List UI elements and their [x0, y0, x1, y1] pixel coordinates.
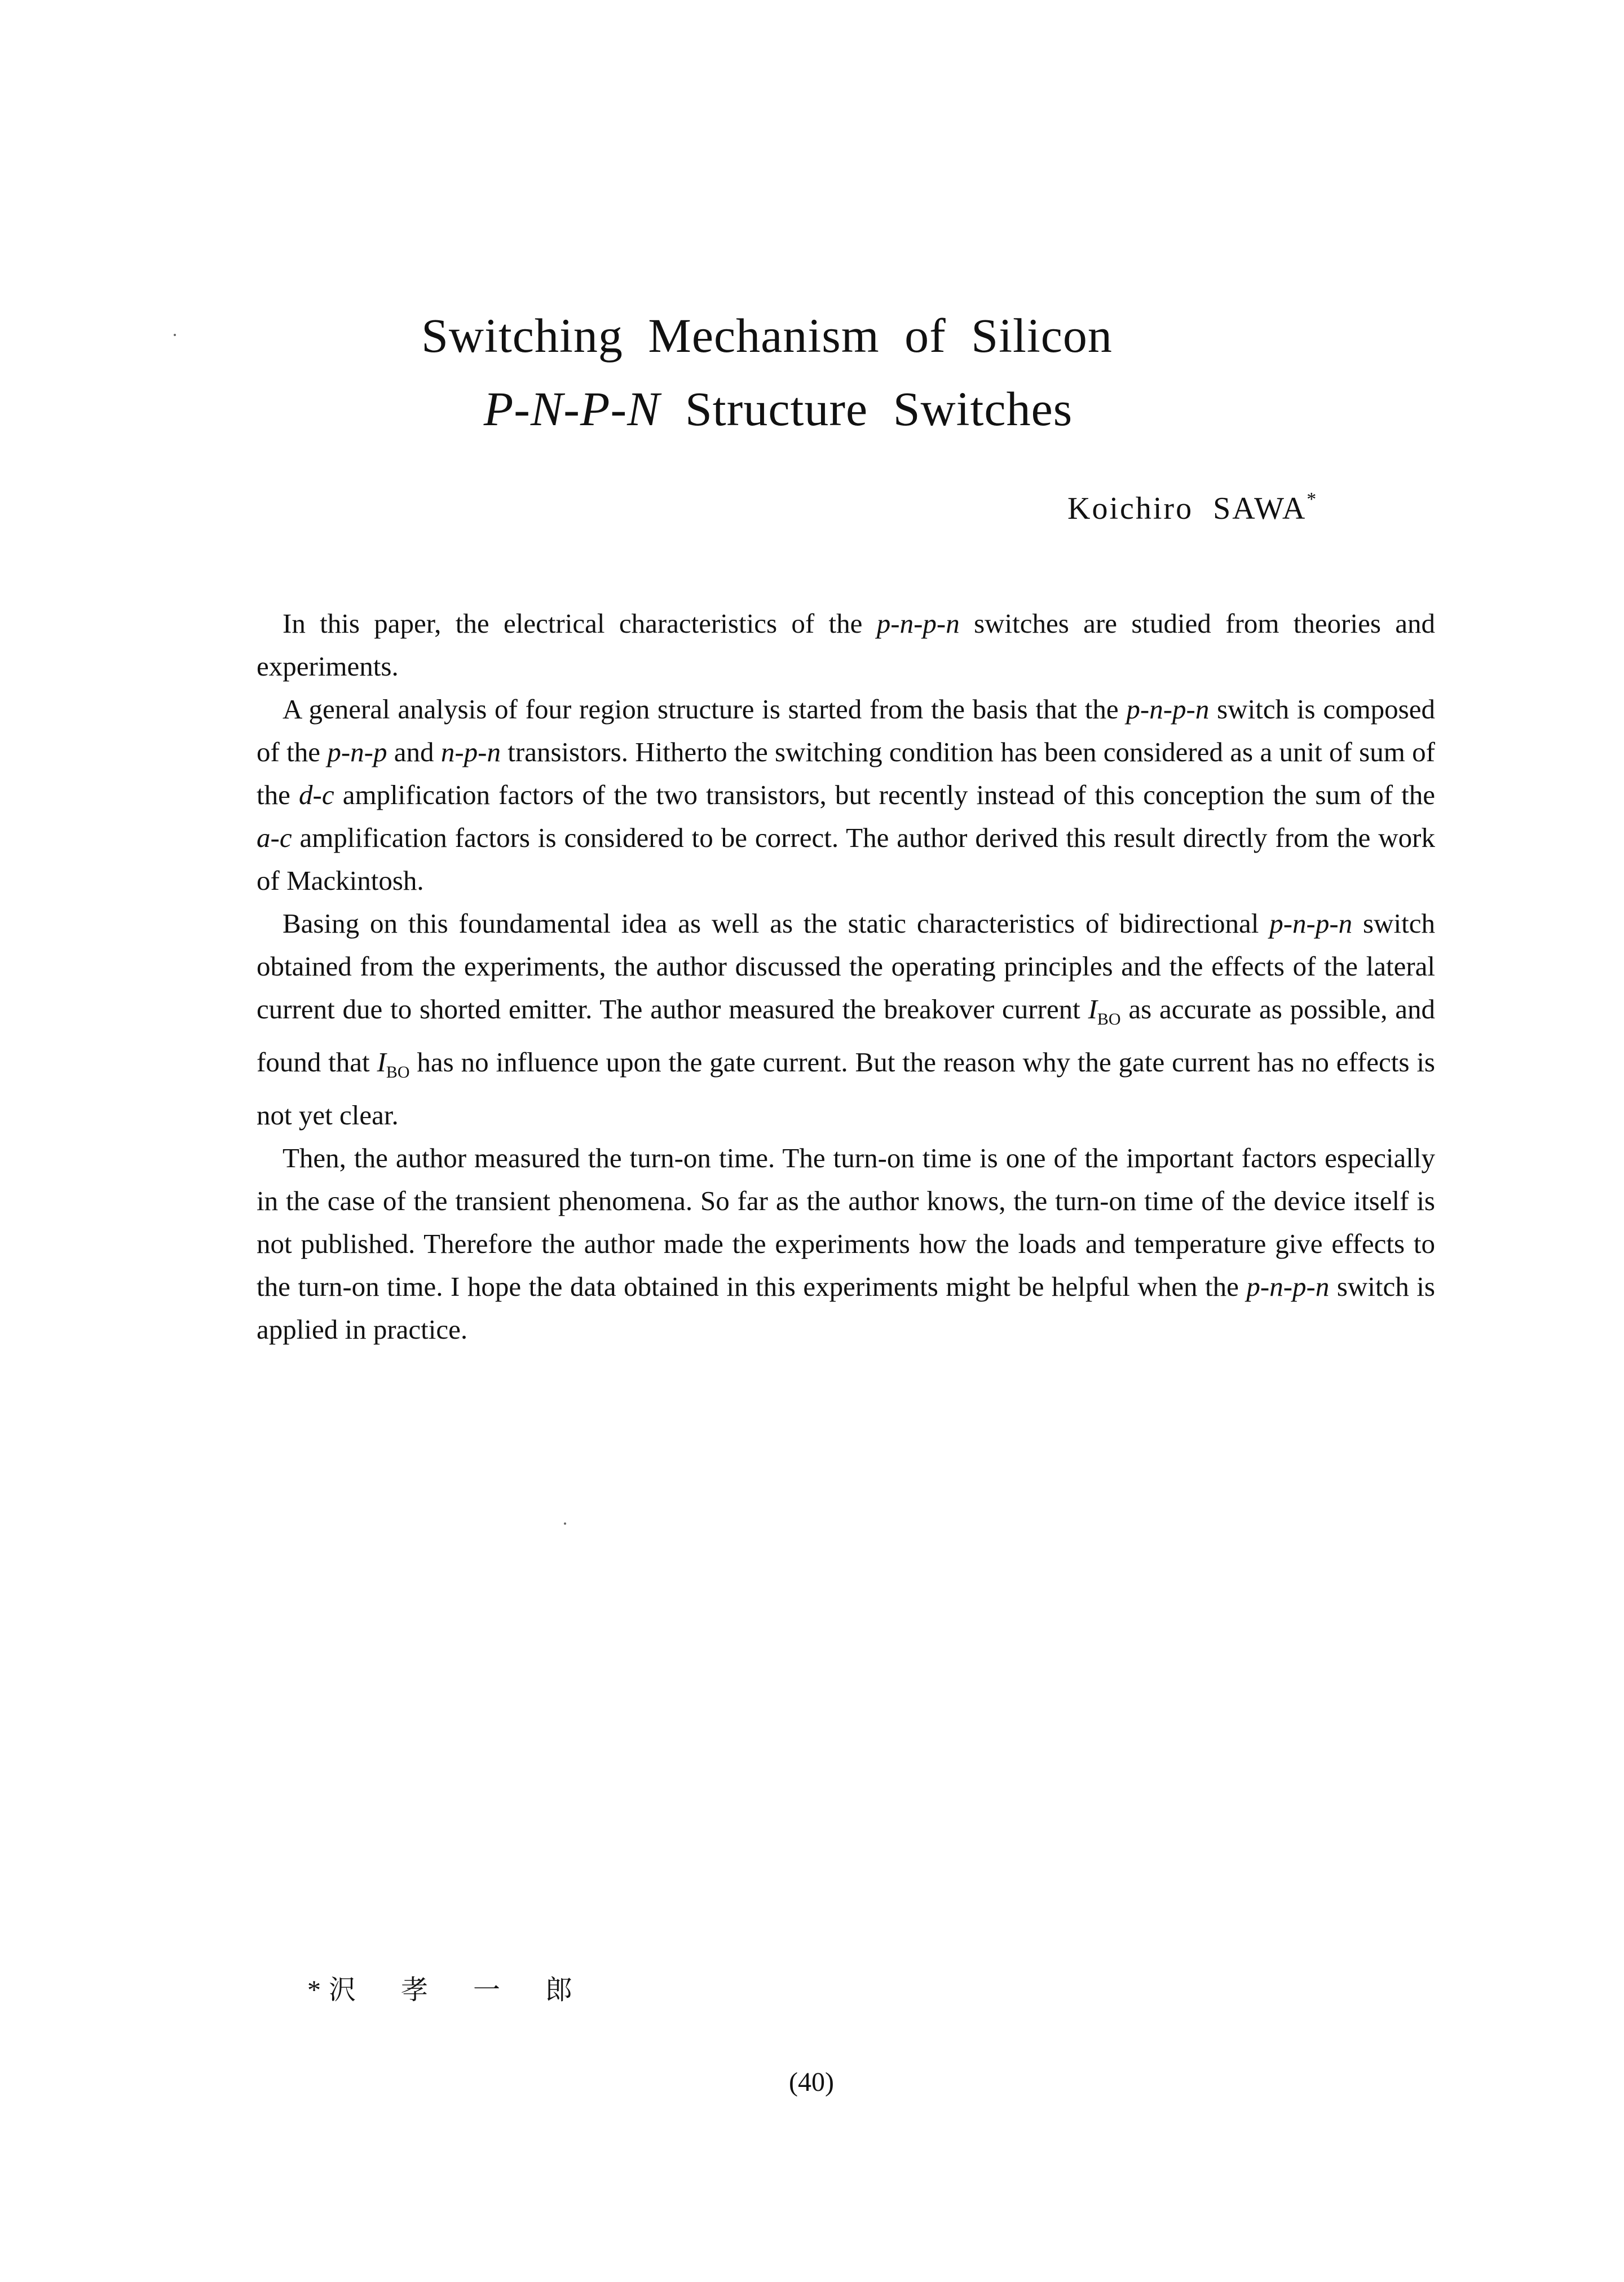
- body-text: amplification factors is considered to be correct. The author derived this result directly from the work of Mackintosh.: [257, 822, 1435, 896]
- abstract-paragraph: [257, 902, 1435, 1137]
- abstract-paragraph: [257, 688, 1435, 902]
- body-text: In this paper, the electrical characteristics of the: [283, 608, 877, 639]
- body-text: switch is applied in practice.: [257, 1270, 1435, 1345]
- subscript-text: BO: [386, 1062, 410, 1082]
- abstract-paragraph: [257, 602, 1435, 688]
- italic-term: d-c: [299, 779, 334, 810]
- italic-term: p-n-p-n: [1126, 694, 1210, 725]
- body-text: and: [387, 736, 441, 767]
- author-name: Koichiro SAWA: [1067, 491, 1307, 526]
- author-footnote-japanese-name: *沢 孝 一 郎: [307, 1975, 581, 2005]
- body-text: switches are studied from theories and experiments.: [257, 608, 1436, 682]
- scan-speck: [564, 1522, 566, 1525]
- body-text: A general analysis of four region structure is started from the basis that the: [283, 694, 1127, 725]
- italic-term: I: [1088, 994, 1097, 1025]
- title-line-2-rest: Structure Switches: [660, 382, 1073, 436]
- abstract-paragraph: [257, 1137, 1435, 1351]
- italic-term: p-n-p-n: [876, 608, 960, 639]
- body-text: as accurate as possible, and found that: [257, 994, 1435, 1078]
- paper-title-line-2: [0, 382, 1590, 436]
- italic-term: I: [377, 1046, 386, 1078]
- italic-term: n-p-n: [440, 736, 501, 767]
- scan-speck: [174, 334, 176, 336]
- body-text: switch is composed of the: [257, 694, 1436, 767]
- italic-term: p-n-p-n: [1269, 908, 1353, 939]
- abstract-body: [257, 602, 1435, 1351]
- page-number: (40): [789, 2067, 834, 2097]
- author-byline: [1067, 491, 1318, 527]
- body-text: has no influence upon the gate current. But the reason why the gate current has no effects is not yet clear.: [257, 1046, 1436, 1131]
- title-structure-label: P-N-P-N: [483, 382, 660, 436]
- body-text: transistors. Hitherto the switching condition has been considered as a unit of sum of the: [257, 736, 1435, 810]
- body-text: Basing on this foundamental idea as well as the static characteristics of bidirectional: [283, 908, 1270, 939]
- subscript-text: BO: [1097, 1009, 1121, 1029]
- body-text: switch obtained from the experiments, the author discussed the operating principles and the effects of the lateral current due to shorted emitter. The author measured the breakover current: [257, 908, 1435, 1025]
- italic-term: p-n-p-n: [1246, 1270, 1330, 1302]
- author-footnote-marker: *: [1307, 489, 1318, 510]
- italic-term: a-c: [257, 822, 292, 853]
- italic-term: p-n-p: [327, 736, 387, 767]
- body-text: Then, the author measured the turn-on time. The turn-on time is one of the important factors especially in the case of the transient phenomena. So far as the author knows, the turn-on time of the device itself is not published. Therefore the author made the experiments how the loads and temperature give effects to the turn-on time. I hope the data obtained in this experiments might be helpful when the: [257, 1142, 1435, 1302]
- body-text: amplification factors of the two transistors, but recently instead of this conception the sum of the: [334, 779, 1435, 810]
- paper-title-line-1: Switching Mechanism of Silicon: [421, 308, 1113, 363]
